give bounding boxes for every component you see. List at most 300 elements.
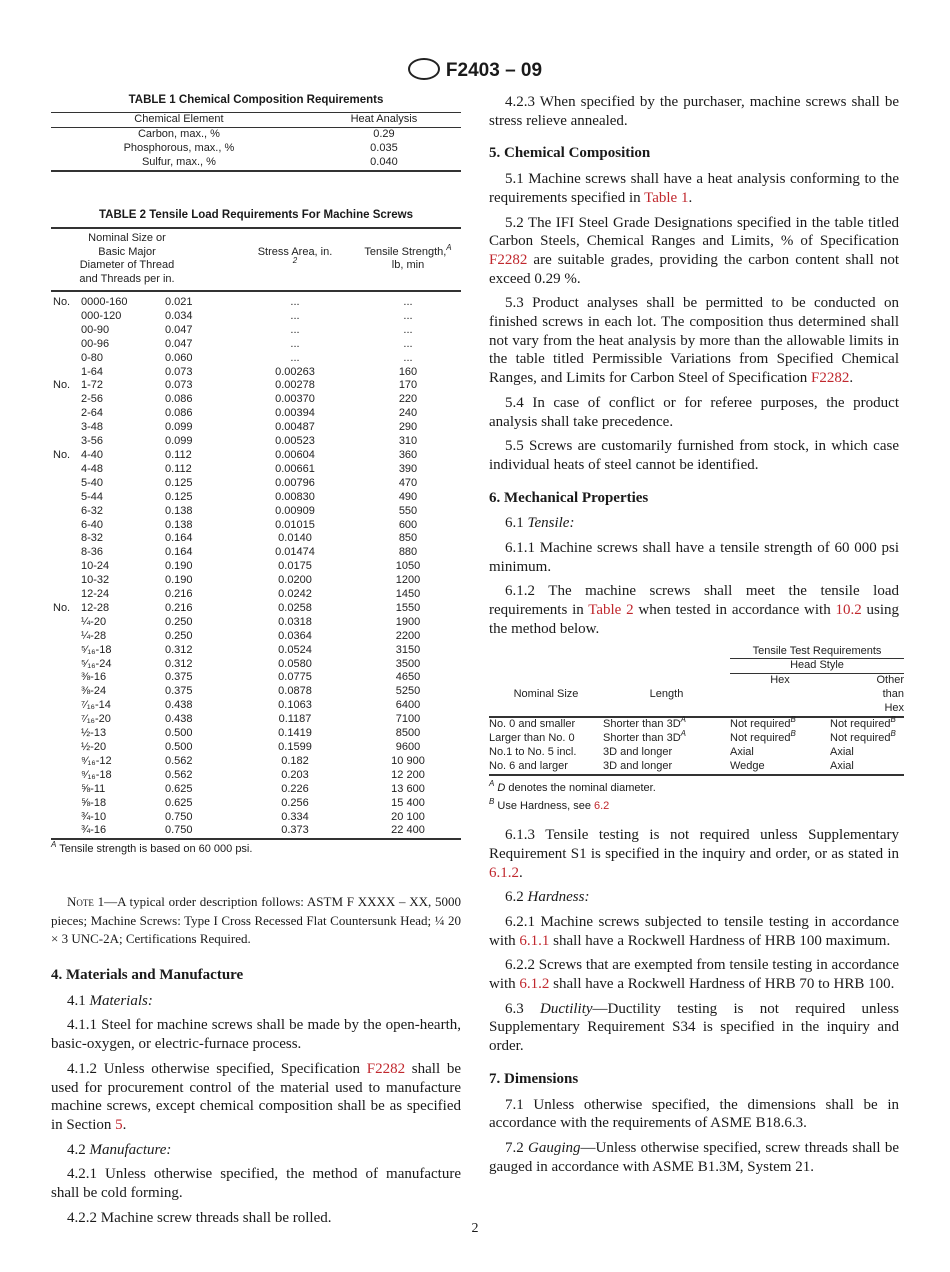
table-cell: 1-64 xyxy=(81,365,104,378)
note-1: Note 1—A typical order description follows: ASTM F XXXX – XX, 5000 pieces; Machine Screws: Type I Cross Recessed Flat Countersunk Head; ¼ 20 × 3 UNC-2A; Certifications Required. xyxy=(51,894,462,947)
subgroup-header: Head Style xyxy=(730,659,904,674)
table-cell: 4-48 xyxy=(81,462,104,475)
table-cell: 0.216 xyxy=(165,601,193,614)
table-row xyxy=(51,671,461,685)
table-cell: 0.1419 xyxy=(278,727,312,740)
paragraph: 5.1 Machine screws shall have a heat analysis conforming to the requirements specified in Table 1. xyxy=(489,171,899,206)
table-cell xyxy=(51,644,81,658)
table-cell xyxy=(51,310,81,324)
paragraph: 4.2.3 When specified by the purchaser, machine screws shall be stress relieve annealed. xyxy=(489,94,899,129)
table-cell: ½-20 xyxy=(81,741,107,753)
table-cell: No. xyxy=(53,448,71,461)
paragraph: 7.2 Gauging—Unless otherwise specified, screw threads shall be gauged in accordance with ASME B1.3M, System 21. xyxy=(489,1139,900,1175)
table-cell: ⁵⁄₁₆-18 xyxy=(81,643,112,656)
paragraph: 6.3 Ductility—Ductility testing is not required unless Supplementary Requirement S34 is specified in the inquiry and order. xyxy=(489,1000,899,1055)
table-cell: 0.00394 xyxy=(275,407,315,420)
table-cell: 0.203 xyxy=(281,768,309,781)
table-cell: 0.138 xyxy=(165,518,193,531)
table-cell: 6-40 xyxy=(81,518,104,531)
table-cell: 0.040 xyxy=(370,155,398,168)
table-cell: 12 200 xyxy=(391,768,425,781)
table-row xyxy=(51,602,461,616)
table-row xyxy=(489,760,904,775)
table-cell: ... xyxy=(403,323,413,336)
footnote-mark: A xyxy=(680,729,686,739)
table-row xyxy=(51,324,461,338)
table-cell: ⁹⁄₁₆-12 xyxy=(81,754,112,767)
table-cell: Axial xyxy=(830,745,854,758)
col-header-size: Nominal Size or Basic Major Diameter of Thread and Threads per in. xyxy=(51,228,235,291)
table-cell: 0.334 xyxy=(281,810,309,823)
col-header: Other than Hex xyxy=(876,674,904,715)
cross-reference-link[interactable]: 6.1.2 xyxy=(489,864,519,881)
table-cell: 0.125 xyxy=(165,476,193,489)
table-row xyxy=(51,560,461,574)
table-cell: 850 xyxy=(398,532,418,545)
table-cell: 0.0580 xyxy=(278,657,312,670)
table-cell: 0.625 xyxy=(165,782,193,795)
table-cell: 2-56 xyxy=(81,393,104,406)
table-row xyxy=(51,755,461,769)
table-row xyxy=(51,449,461,463)
italic-term: Tensile: xyxy=(527,515,575,532)
cross-reference-link[interactable]: Table 1 xyxy=(644,189,689,206)
table-cell: 0.086 xyxy=(165,393,193,406)
table-cell xyxy=(51,352,81,366)
table-cell: 20 100 xyxy=(391,810,425,823)
footnote-a: $^A$ D denotes the nominal diameter. xyxy=(489,778,656,794)
table-cell xyxy=(51,519,81,533)
table-cell: 550 xyxy=(398,504,418,517)
table-cell: 0.138 xyxy=(165,504,193,517)
table-cell: ⁵⁄₁₆-24 xyxy=(81,657,112,670)
table-cell: 0.625 xyxy=(165,796,193,809)
table-row xyxy=(51,407,461,421)
table-row xyxy=(489,732,904,746)
table-cell: ¼-28 xyxy=(81,629,107,642)
table-cell: ⅜-24 xyxy=(81,685,107,698)
cross-reference-link[interactable]: 6.1.2 xyxy=(519,976,550,993)
table-cell: Shorter than $3D^A$ xyxy=(603,729,686,745)
table-cell xyxy=(51,741,81,755)
col-header: Heat Analysis xyxy=(307,113,461,128)
table-cell: 0.226 xyxy=(281,782,309,795)
table-1 xyxy=(51,94,461,172)
table-cell: 3500 xyxy=(395,657,421,670)
table-cell xyxy=(51,588,81,602)
astm-logo-icon xyxy=(408,58,440,80)
footnote-mark: A xyxy=(680,715,686,725)
table-cell: 0.0364 xyxy=(278,629,312,642)
table-row xyxy=(51,352,461,366)
table-cell: 0.060 xyxy=(165,351,193,364)
table-cell xyxy=(51,824,81,839)
table-cell: ... xyxy=(290,309,300,322)
table-cell: 10-24 xyxy=(81,560,110,573)
table-cell: 0.164 xyxy=(165,532,193,545)
table-cell: 2200 xyxy=(395,629,421,642)
table-cell: Not required$^B$ xyxy=(830,715,896,731)
table-cell: Carbon, max., % xyxy=(137,127,220,140)
table-cell: 0.375 xyxy=(165,671,193,684)
table-cell: 1050 xyxy=(395,560,421,573)
table-cell: 0.182 xyxy=(281,754,309,767)
table-cell: 5-40 xyxy=(81,476,104,489)
table-cell: 0.216 xyxy=(165,588,193,601)
paragraph: 6.1 Tensile: xyxy=(505,515,575,532)
table-row xyxy=(489,717,904,732)
table-row xyxy=(51,393,461,407)
table-cell: 1-72 xyxy=(81,379,104,392)
table-cell: ⁹⁄₁₆-18 xyxy=(81,768,112,781)
group-header: Tensile Test Requirements xyxy=(730,645,904,659)
table-cell: Not required$^B$ xyxy=(830,729,896,745)
table-row xyxy=(51,477,461,491)
table-cell xyxy=(51,491,81,505)
table-cell: 15 400 xyxy=(391,796,425,809)
table-cell xyxy=(51,546,81,560)
table-cell: 0.01474 xyxy=(275,546,315,559)
table-cell: 0.00604 xyxy=(275,448,315,461)
section-heading: 5. Chemical Composition xyxy=(489,145,651,162)
table-2-title: TABLE 2 Tensile Load Requirements For Machine Screws xyxy=(99,209,413,221)
paragraph: 4.2.1 Unless otherwise specified, the method of manufacture shall be cold forming. xyxy=(51,1166,461,1202)
table-cell xyxy=(51,574,81,588)
table-cell xyxy=(51,671,81,685)
col-header: Chemical Element xyxy=(51,113,307,128)
table-cell: 0.01015 xyxy=(275,518,315,531)
table-cell: 390 xyxy=(398,462,418,475)
paragraph: 6.1.2 The machine screws shall meet the tensile load requirements in Table 2 when tested in accordance with 10.2 using the method below. xyxy=(489,583,899,637)
col-header: Nominal Size xyxy=(513,688,579,701)
table-cell: ... xyxy=(403,309,413,322)
table-cell xyxy=(51,505,81,519)
table-cell: Sulfur, max., % xyxy=(141,155,216,168)
table-cell: 880 xyxy=(398,546,418,559)
table-row xyxy=(51,574,461,588)
footnote-mark: B xyxy=(890,715,896,725)
table-cell xyxy=(51,338,81,352)
table-row xyxy=(51,310,461,324)
table-cell: 0.125 xyxy=(165,490,193,503)
table-cell: 470 xyxy=(398,476,418,489)
table-cell: 3-56 xyxy=(81,435,104,448)
table-cell: 8-32 xyxy=(81,532,104,545)
table-cell: 0.00278 xyxy=(275,379,315,392)
table-cell: 4-40 xyxy=(81,448,104,461)
footnote-mark: B xyxy=(890,729,896,739)
table-cell: 0.073 xyxy=(165,365,193,378)
table-row xyxy=(51,379,461,393)
table-cell: 5-44 xyxy=(81,490,104,503)
table-cell: 0.0878 xyxy=(278,685,312,698)
table-cell: Not required$^B$ xyxy=(730,715,796,731)
paragraph: 4.2 Manufacture: xyxy=(67,1141,172,1158)
table-cell: 0.0775 xyxy=(278,671,312,684)
table-cell: 3D and longer xyxy=(603,745,673,758)
table-cell: 0.562 xyxy=(165,754,193,767)
table-cell: 0.073 xyxy=(165,379,193,392)
table-cell: 600 xyxy=(398,518,418,531)
table-row xyxy=(51,142,461,156)
table-cell: 0.438 xyxy=(165,699,193,712)
table-cell: 0.500 xyxy=(165,741,193,753)
cross-reference-link[interactable]: 5 xyxy=(115,1116,123,1133)
table-cell xyxy=(51,713,81,727)
table-cell: 000-120 xyxy=(81,309,122,322)
table-cell: ... xyxy=(290,337,300,350)
table-row xyxy=(51,658,461,672)
table-1-title: TABLE 1 Chemical Composition Requirements xyxy=(128,94,384,106)
table-cell: Wedge xyxy=(730,759,765,772)
italic-term: Hardness: xyxy=(527,889,590,906)
table-cell xyxy=(51,616,81,630)
table-cell: No.1 to No. 5 incl. xyxy=(489,745,577,758)
table-cell: ½-13 xyxy=(81,727,107,740)
paragraph: 5.4 In case of conflict or for referee purposes, the product analysis shall take precedence. xyxy=(489,394,899,430)
col-header-stress-area: Stress Area, in. $^2$ xyxy=(235,228,355,291)
paragraph: 4.2.2 Machine screw threads shall be rolled. xyxy=(67,1209,332,1226)
page-number: 2 xyxy=(471,1221,479,1236)
table-cell: 240 xyxy=(398,407,418,420)
table-cell xyxy=(51,393,81,407)
paragraph: 6.1.1 Machine screws shall have a tensile strength of 60 000 psi minimum. xyxy=(489,540,899,575)
table-cell: 0.00661 xyxy=(275,462,315,475)
table-cell: ⅝-18 xyxy=(81,796,107,809)
table-2-footnote: $^A$ Tensile strength is based on 60 000 psi. xyxy=(51,840,253,856)
section-heading: 7. Dimensions xyxy=(489,1070,579,1087)
table-cell: Shorter than $3D^A$ xyxy=(603,715,686,731)
table-cell: 0.1187 xyxy=(278,713,312,726)
cross-reference-link[interactable]: F2282 xyxy=(489,251,528,268)
table-cell: 0.00487 xyxy=(275,421,315,434)
table-cell xyxy=(51,811,81,825)
table-cell: 3D and longer xyxy=(603,759,673,772)
table-cell: ¾-10 xyxy=(81,810,107,823)
table-cell: 0.047 xyxy=(165,337,193,350)
italic-term: Gauging xyxy=(528,1139,581,1156)
document-title: F2403 – 09 xyxy=(445,60,543,81)
table-cell: 0.250 xyxy=(165,629,193,642)
table-row xyxy=(51,127,461,141)
table-cell: 0-80 xyxy=(81,351,104,364)
table-cell: ¾-16 xyxy=(81,824,107,837)
footnote-mark: B xyxy=(790,729,796,739)
table-cell: 1550 xyxy=(395,601,421,614)
table-row xyxy=(51,491,461,505)
table-cell: ⅝-11 xyxy=(81,782,106,795)
table-row xyxy=(51,741,461,755)
table-cell: 1450 xyxy=(395,588,421,601)
table-cell: 160 xyxy=(398,365,418,378)
table-cell: 0.035 xyxy=(370,141,398,154)
table-cell xyxy=(51,324,81,338)
table-cell: 0.047 xyxy=(165,323,193,336)
table-cell xyxy=(51,560,81,574)
table-cell: 310 xyxy=(398,435,418,448)
table-row xyxy=(51,713,461,727)
italic-term: Ductility xyxy=(540,1000,593,1017)
table-row xyxy=(51,338,461,352)
link-6-2[interactable]: 6.2 xyxy=(594,800,610,813)
table-cell: 22 400 xyxy=(391,824,425,837)
page-header xyxy=(0,58,950,82)
right-column-text xyxy=(489,93,904,1182)
table-cell: 0.00796 xyxy=(275,476,315,489)
table-cell: 5250 xyxy=(395,685,421,698)
table-cell: 0.312 xyxy=(165,657,193,670)
paragraph: 6.2.2 Screws that are exempted from tensile testing in accordance with 6.1.2 shall have a Rockwell Hardness of HRB 70 to HRB 100. xyxy=(489,957,899,993)
table-row xyxy=(489,746,904,760)
table-cell: No. xyxy=(53,296,71,308)
table-cell: 12-24 xyxy=(81,588,110,601)
table-cell xyxy=(51,699,81,713)
cross-reference-link[interactable]: 10.2 xyxy=(835,602,862,619)
table-cell: 9600 xyxy=(395,741,421,753)
table-row xyxy=(51,519,461,533)
section-heading: 6. Mechanical Properties xyxy=(489,489,649,506)
table-cell: 0.034 xyxy=(165,309,193,322)
table-row xyxy=(51,769,461,783)
table-cell: 0.250 xyxy=(165,615,193,628)
table-cell: ⁷⁄₁₆-20 xyxy=(81,713,111,726)
table-cell: 8-36 xyxy=(81,546,104,559)
italic-term: Manufacture: xyxy=(89,1141,172,1158)
paragraph: 5.3 Product analyses shall be permitted to be conducted on finished screws in each lot. The composition thus determined shall not vary from the heat analysis by more than the allowable limits in the table titled Permissible Variations from Specified Chemical Ranges, and Limits for Carbon Steel of Specification F2282. xyxy=(489,295,899,387)
table-cell: 10 900 xyxy=(391,754,425,767)
table-cell xyxy=(51,435,81,449)
cross-reference-link[interactable]: F2282 xyxy=(811,370,850,387)
table-cell: 0.256 xyxy=(281,796,309,809)
table-cell xyxy=(51,755,81,769)
table-cell: 0.112 xyxy=(165,448,192,461)
table-cell: 0.29 xyxy=(373,127,395,140)
table-cell xyxy=(51,769,81,783)
table-cell: ... xyxy=(403,351,413,364)
table-row xyxy=(51,366,461,380)
table-cell xyxy=(51,727,81,741)
table-cell: 0.164 xyxy=(165,546,193,559)
paragraph: 6.2 Hardness: xyxy=(505,889,590,906)
table-cell: 8500 xyxy=(395,727,421,740)
paragraph: 6.1.3 Tensile testing is not required unless Supplementary Requirement S1 is specified in the inquiry and order, or as stated in 6.1.2. xyxy=(489,827,899,881)
col-header-tensile: Tensile Strength,$^A$ lb, min xyxy=(355,228,461,291)
table-cell xyxy=(51,685,81,699)
table-cell: No. xyxy=(53,379,71,392)
table-cell: 2-64 xyxy=(81,407,104,420)
table-cell: 0.373 xyxy=(281,824,309,837)
left-column-text xyxy=(51,952,461,1233)
table-cell: Phosphorous, max., % xyxy=(123,141,235,154)
table-row xyxy=(51,546,461,560)
table-cell: 0.0524 xyxy=(278,643,312,656)
paragraph: 5.5 Screws are customarily furnished from stock, in which case individual heats of steel cannot be identified. xyxy=(489,438,899,473)
table-row xyxy=(51,699,461,713)
table-cell: 0.750 xyxy=(165,810,193,823)
table-cell xyxy=(51,658,81,672)
table-cell: ... xyxy=(403,296,413,308)
col-header: Length xyxy=(649,688,684,701)
table-row xyxy=(51,811,461,825)
table-row xyxy=(51,616,461,630)
cross-reference-link[interactable]: F2282 xyxy=(366,1060,406,1077)
table-cell: Larger than No. 0 xyxy=(489,732,575,745)
table-cell: 0.1063 xyxy=(278,699,312,712)
table-row xyxy=(51,588,461,602)
table-cell xyxy=(51,421,81,435)
table-cell xyxy=(51,532,81,546)
paragraph: 4.1.1 Steel for machine screws shall be made by the open-hearth, basic-oxygen, or electric-furnace process. xyxy=(51,1017,461,1053)
table-cell: 1200 xyxy=(395,574,421,587)
table-row xyxy=(51,532,461,546)
table-cell: ... xyxy=(290,323,300,336)
cross-reference-link[interactable]: Table 2 xyxy=(588,602,634,619)
table-cell: 0.0258 xyxy=(278,601,312,614)
table-cell xyxy=(51,477,81,491)
table-row xyxy=(51,505,461,519)
table-cell: Axial xyxy=(730,745,754,758)
table-row xyxy=(51,435,461,449)
section-heading: 4. Materials and Manufacture xyxy=(51,967,244,983)
table-row xyxy=(51,727,461,741)
table-cell: 0.112 xyxy=(165,462,192,475)
table-cell: ... xyxy=(290,296,300,308)
table-row xyxy=(51,421,461,435)
table-cell xyxy=(51,797,81,811)
table-cell: Not required$^B$ xyxy=(730,729,796,745)
table-cell: 3-48 xyxy=(81,421,104,434)
table-row xyxy=(51,824,461,839)
table-cell: 220 xyxy=(398,393,418,406)
table-cell: Axial xyxy=(830,759,854,772)
paragraph: 7.1 Unless otherwise specified, the dimensions shall be in accordance with the requirements of ASME B18.6.3. xyxy=(489,1096,899,1132)
footnote-mark: B xyxy=(790,715,796,725)
paragraph: 4.1 Materials: xyxy=(67,992,153,1009)
table-cell: ⁷⁄₁₆-14 xyxy=(81,699,111,712)
table-cell: 0.021 xyxy=(165,296,193,308)
table-cell: 0.1599 xyxy=(278,741,312,753)
table-cell: 360 xyxy=(398,448,418,461)
footnote-b: $^B$ Use Hardness, see 6.2 xyxy=(489,797,610,813)
table-cell: 0.0200 xyxy=(278,574,312,587)
table-cell: 4650 xyxy=(395,671,421,684)
table-cell: 1900 xyxy=(395,615,421,628)
table-cell: 0.00523 xyxy=(275,435,315,448)
table-cell: 0.0140 xyxy=(278,532,312,545)
table-cell xyxy=(51,630,81,644)
table-cell: 10-32 xyxy=(81,574,110,587)
table-cell: 13 600 xyxy=(391,782,425,795)
table-cell: ... xyxy=(290,351,300,364)
table-row xyxy=(51,685,461,699)
paragraph: 6.2.1 Machine screws subjected to tensile testing in accordance with 6.1.1 shall have a Rockwell Hardness of HRB 100 maximum. xyxy=(489,913,899,949)
table-cell: No. 6 and larger xyxy=(489,759,568,772)
table-cell: ¼-20 xyxy=(81,615,107,628)
table-row xyxy=(51,156,461,171)
table-row xyxy=(51,783,461,797)
table-cell: 0000-160 xyxy=(81,296,128,308)
table-cell: 490 xyxy=(398,490,418,503)
table-cell xyxy=(51,463,81,477)
table-cell: 0.750 xyxy=(165,824,193,837)
table-cell: 00-90 xyxy=(81,323,110,336)
table-cell xyxy=(51,366,81,380)
table-cell: 0.099 xyxy=(165,435,193,448)
table-cell: 7100 xyxy=(395,713,421,726)
cross-reference-link[interactable]: 6.1.1 xyxy=(519,932,550,949)
table-cell: 170 xyxy=(398,379,418,392)
table-cell: 0.190 xyxy=(165,560,193,573)
